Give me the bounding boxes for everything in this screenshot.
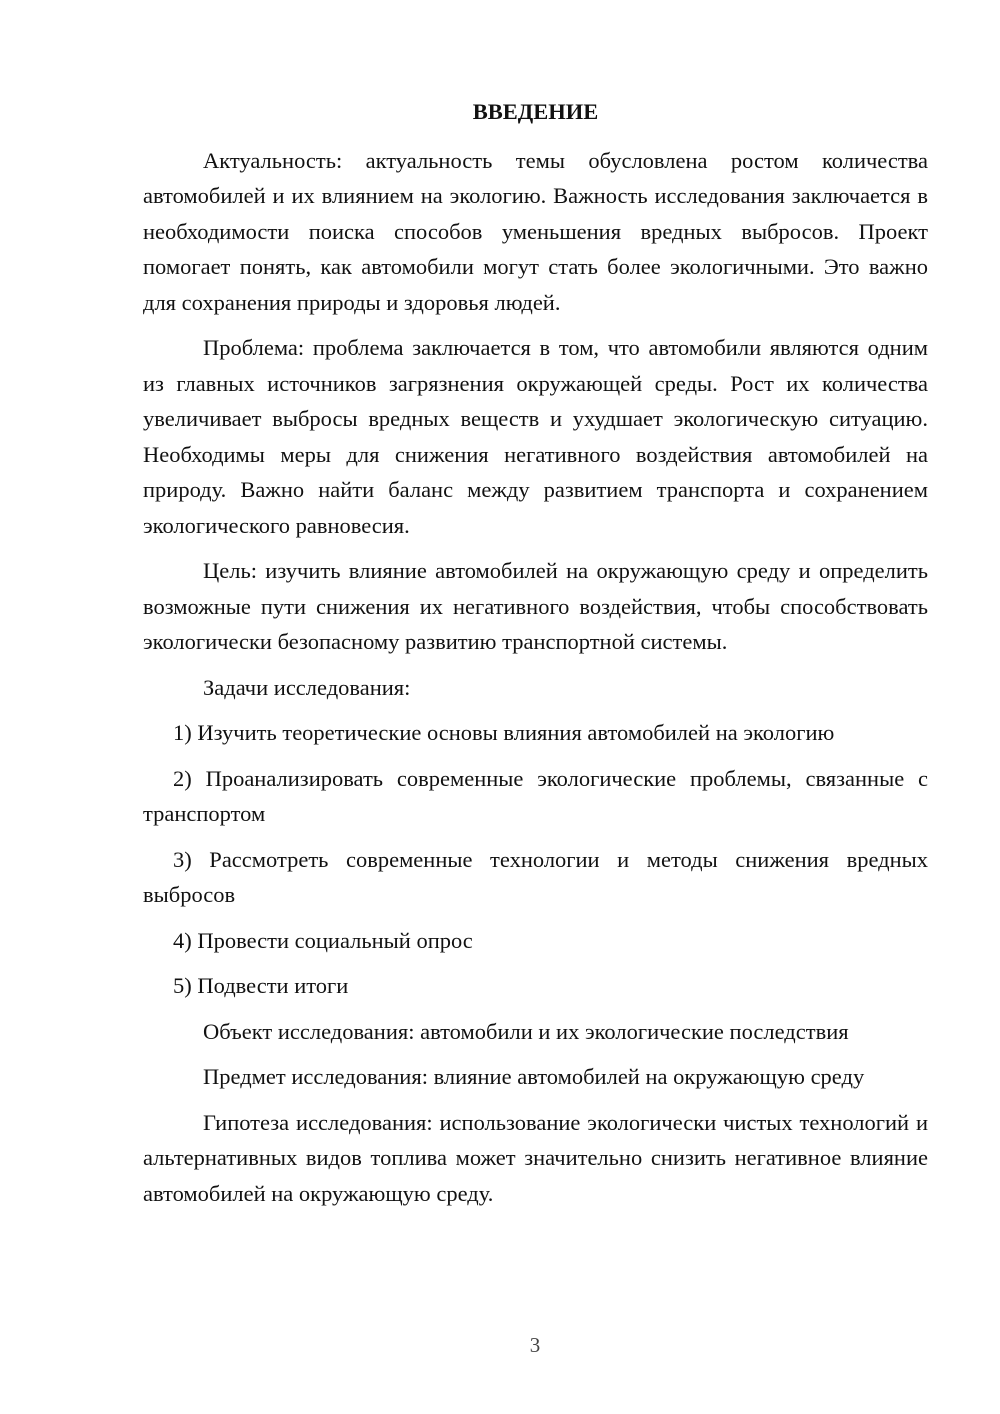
subject-paragraph: Предмет исследования: влияние автомобилей на окружающую среду xyxy=(203,1064,865,1089)
task-item: 5) Подвести итоги xyxy=(173,973,349,998)
section-title: ВВЕДЕНИЕ xyxy=(472,99,599,124)
object-paragraph: Объект исследования: автомобили и их экологические последствия xyxy=(203,1018,849,1044)
task-item: 3) Рассмотреть современные технологии и методы снижения вредных выбросов xyxy=(143,846,928,907)
relevance-paragraph: Актуальность: актуальность темы обусловлена ростом количества автомобилей и их влиянием на экологию. Важность исследования заключается в необходимости поиска способов уменьшения вредных выбросов. Проект помогает понять, как автомобили могут стать более экологичными. Это важно для сохранения природы и здоровья людей. xyxy=(143,147,928,315)
tasks-heading: Задачи исследования: xyxy=(203,674,411,700)
page-number: 3 xyxy=(529,1333,541,1357)
problem-paragraph: Проблема: проблема заключается в том, что автомобили являются одним из главных источников загрязнения окружающей среды. Рост их количества увеличивает выбросы вредных веществ и ухудшает экологическую ситуацию. Необходимы меры для снижения негативного воздействия автомобилей на природу. Важно найти баланс между развитием транспорта и сохранением экологического равновесия. xyxy=(143,335,928,538)
task-item: 1) Изучить теоретические основы влияния автомобилей на экологию xyxy=(173,720,835,745)
task-item: 4) Провести социальный опрос xyxy=(173,927,473,953)
hypothesis-paragraph: Гипотеза исследования: использование экологически чистых технологий и альтернативных видов топлива может значительно снизить негативное влияние автомобилей на окружающую среду. xyxy=(143,1109,928,1206)
goal-paragraph: Цель: изучить влияние автомобилей на окружающую среду и определить возможные пути снижения их негативного воздействия, чтобы способствовать экологически безопасному развитию транспортной системы. xyxy=(143,558,928,654)
document-body xyxy=(143,94,928,1221)
task-item: 2) Проанализировать современные экологические проблемы, связанные с транспортом xyxy=(143,765,928,826)
